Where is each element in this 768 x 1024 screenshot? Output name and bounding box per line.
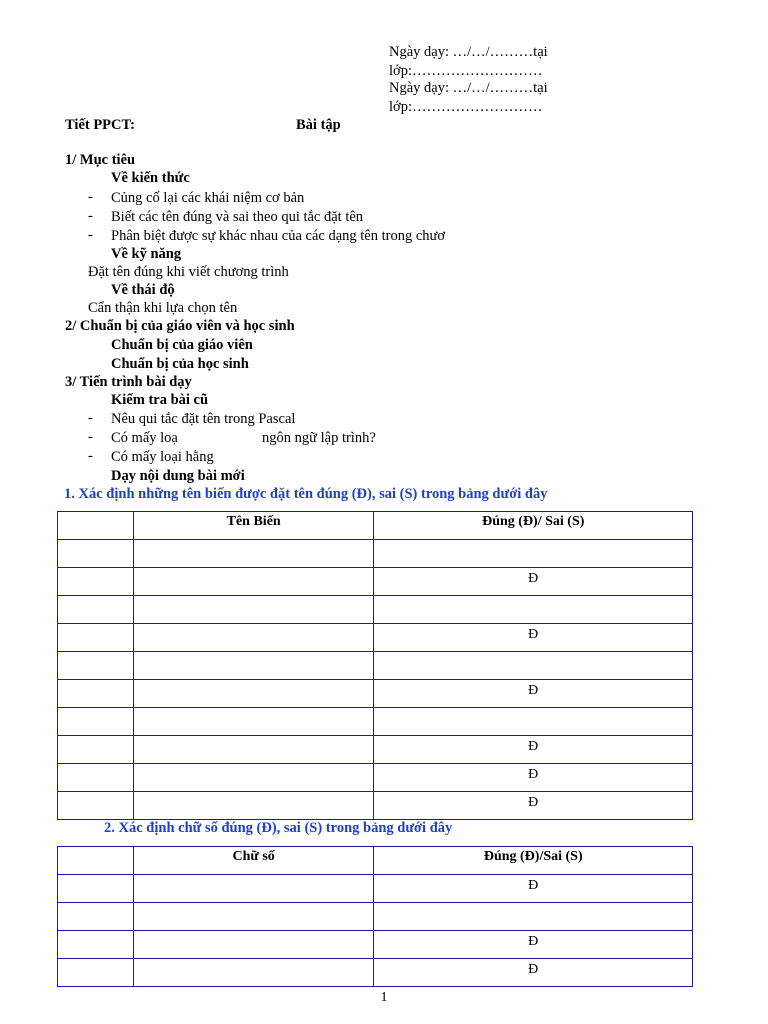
variable-name-table [57, 511, 693, 820]
name-cell [133, 708, 374, 736]
exercise2-title: 2. Xác định chữ số đúng (Đ), sai (S) trong bảng dưới đây [104, 820, 453, 836]
table-row [58, 875, 693, 903]
table-row [58, 680, 693, 708]
name-cell [133, 764, 374, 792]
teacher-preparation: Chuẩn bị của giáo viên [111, 337, 253, 353]
knowledge-item: Phân biệt được sự khác nhau của các dạng tên trong chươ [111, 228, 446, 244]
name-cell [133, 903, 374, 931]
new-lesson-heading: Dạy nội dung bài mới [111, 468, 245, 484]
attitude-text: Cẩn thận khi lựa chọn tên [88, 300, 238, 316]
date-line-1: Ngày dạy: …/…/………tại [389, 44, 548, 60]
index-cell [58, 764, 134, 792]
index-column-header [58, 512, 134, 540]
index-cell [58, 540, 134, 568]
table-row [58, 652, 693, 680]
name-cell [133, 792, 374, 820]
lesson-label: Tiết PPCT: [65, 117, 135, 133]
index-cell [58, 959, 134, 987]
exercise1-title: 1. Xác định những tên biến được đặt tên đúng (Đ), sai (S) trong bảng dưới đây [64, 486, 548, 502]
index-cell [58, 792, 134, 820]
index-cell [58, 624, 134, 652]
result-cell: Đ [374, 680, 693, 708]
index-cell [58, 680, 134, 708]
class-line-1: lớp:……………………… [389, 63, 543, 79]
name-cell [133, 624, 374, 652]
result-cell: Đ [374, 792, 693, 820]
table-row [58, 764, 693, 792]
knowledge-heading: Về kiến thức [111, 170, 190, 186]
index-cell [58, 596, 134, 624]
result-cell [374, 652, 693, 680]
variable-name-column-header: Tên Biến [133, 512, 374, 540]
result-cell [374, 903, 693, 931]
index-cell [58, 568, 134, 596]
name-cell [133, 568, 374, 596]
result-cell: Đ [374, 568, 693, 596]
objectives-heading: 1/ Mục tiêu [65, 152, 136, 168]
dash-bullet: - [88, 208, 93, 224]
skill-heading: Về kỹ năng [111, 246, 182, 262]
table-row [58, 624, 693, 652]
result-cell: Đ [374, 736, 693, 764]
procedure-heading: 3/ Tiến trình bài dạy [65, 374, 192, 390]
digit-column-header: Chữ số [133, 847, 374, 875]
page-number: 1 [380, 990, 388, 1005]
name-cell [133, 540, 374, 568]
review-item: Có mấy loạ [111, 430, 178, 446]
date-line-2: Ngày dạy: …/…/………tại [389, 80, 548, 96]
name-cell [133, 652, 374, 680]
index-cell [58, 736, 134, 764]
index-cell [58, 708, 134, 736]
review-heading: Kiểm tra bài cũ [111, 392, 209, 408]
result-cell [374, 596, 693, 624]
result-cell: Đ [374, 959, 693, 987]
knowledge-item: Củng cố lại các khái niệm cơ bản [111, 190, 305, 206]
student-preparation: Chuẩn bị của học sinh [111, 356, 249, 372]
index-cell [58, 875, 134, 903]
name-cell [133, 931, 374, 959]
table-row [58, 792, 693, 820]
review-item: Có mấy loại hằng [111, 449, 214, 465]
name-cell [133, 680, 374, 708]
knowledge-item: Biết các tên đúng và sai theo qui tắc đặt tên [111, 209, 364, 225]
result-cell [374, 708, 693, 736]
index-cell [58, 652, 134, 680]
dash-bullet: - [88, 227, 93, 243]
dash-bullet: - [88, 189, 93, 205]
result-cell [374, 540, 693, 568]
digit-table [57, 846, 693, 987]
result-column-header: Đúng (Đ)/Sai (S) [374, 847, 693, 875]
review-item: Nêu qui tắc đặt tên trong Pascal [111, 411, 296, 427]
name-cell [133, 736, 374, 764]
table-row [58, 596, 693, 624]
review-item-tail: ngôn ngữ lập trình? [262, 430, 376, 446]
table-header-row [58, 847, 693, 875]
dash-bullet: - [88, 448, 93, 464]
lesson-title: Bài tập [296, 117, 341, 133]
result-cell: Đ [374, 624, 693, 652]
table-row [58, 540, 693, 568]
result-cell: Đ [374, 764, 693, 792]
result-cell: Đ [374, 931, 693, 959]
table-row [58, 736, 693, 764]
table-row [58, 931, 693, 959]
index-column-header [58, 847, 134, 875]
class-line-2: lớp:……………………… [389, 99, 543, 115]
index-cell [58, 931, 134, 959]
dash-bullet: - [88, 410, 93, 426]
attitude-heading: Về thái độ [111, 282, 175, 298]
name-cell [133, 875, 374, 903]
dash-bullet: - [88, 429, 93, 445]
name-cell [133, 959, 374, 987]
result-column-header: Đúng (Đ)/ Sai (S) [374, 512, 693, 540]
table-row [58, 568, 693, 596]
table-header-row [58, 512, 693, 540]
table-row [58, 959, 693, 987]
table-row [58, 708, 693, 736]
result-cell: Đ [374, 875, 693, 903]
table-row [58, 903, 693, 931]
skill-text: Đặt tên đúng khi viết chương trình [88, 264, 289, 280]
name-cell [133, 596, 374, 624]
index-cell [58, 903, 134, 931]
preparation-heading: 2/ Chuẩn bị của giáo viên và học sinh [65, 318, 295, 334]
